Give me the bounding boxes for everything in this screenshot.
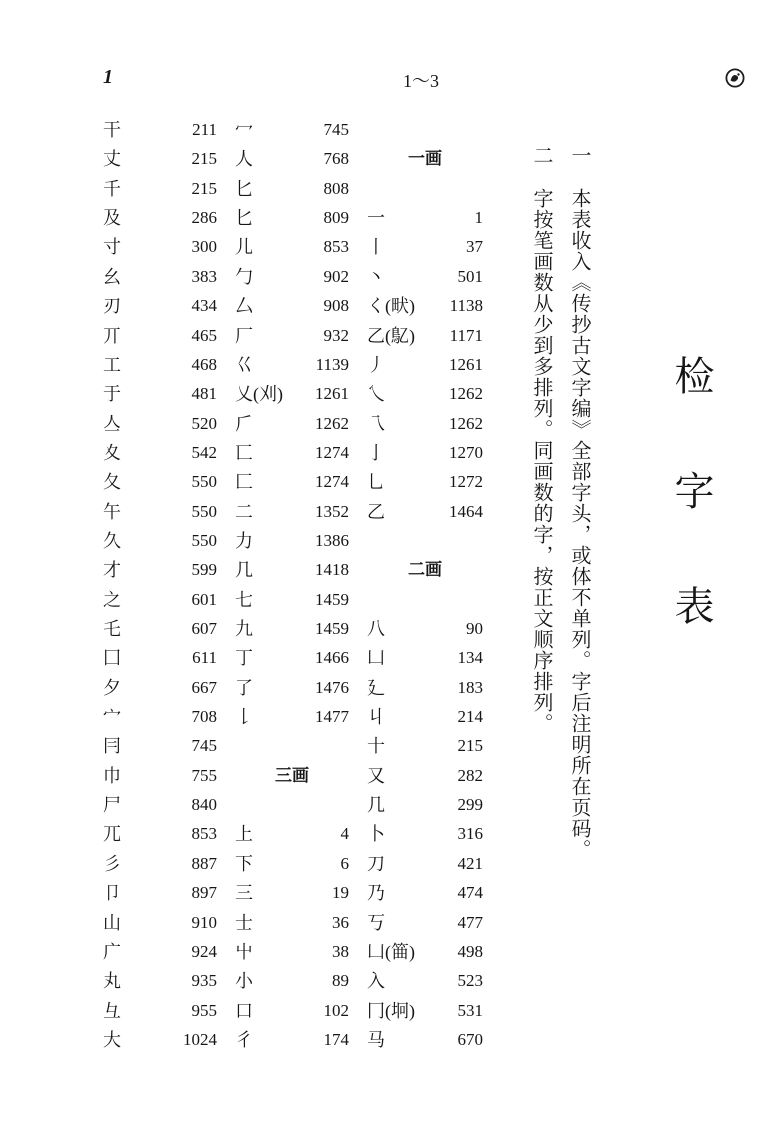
index-entry <box>367 646 483 670</box>
index-page-number: 768 <box>323 149 349 169</box>
index-page-number: 599 <box>191 560 217 580</box>
index-page-number: 215 <box>191 149 217 169</box>
index-character: 乀 <box>367 384 385 405</box>
index-entry <box>103 470 217 494</box>
index-character: 匕 <box>235 208 253 229</box>
index-page-number: 477 <box>457 912 483 932</box>
index-page-number: 955 <box>191 1000 217 1020</box>
index-entry <box>103 999 217 1023</box>
index-character: 及 <box>103 208 121 229</box>
index-page-number: 383 <box>191 266 217 286</box>
index-character: 之 <box>103 589 121 610</box>
index-entry <box>103 764 217 788</box>
index-page-number: 853 <box>323 237 349 257</box>
index-character: 干 <box>103 120 121 140</box>
index-entry <box>103 177 217 201</box>
index-page-number: 708 <box>191 707 217 726</box>
index-character: 夊 <box>103 442 121 463</box>
index-entry <box>103 206 217 230</box>
index-character: 一 <box>367 208 385 229</box>
index-page-number: 316 <box>457 824 483 844</box>
index-character: 儿 <box>235 237 253 258</box>
index-character: 力 <box>235 530 253 551</box>
index-page-number: 1464 <box>449 501 483 521</box>
index-page-number: 531 <box>457 1000 483 1020</box>
index-character: 亅 <box>367 442 385 463</box>
index-character: 乁 <box>367 413 385 434</box>
index-character: 𠂆 <box>235 413 253 434</box>
index-entry <box>235 441 349 465</box>
index-entry <box>235 852 349 876</box>
index-entry <box>103 705 217 729</box>
stroke-count-heading: 三画 <box>275 765 309 785</box>
index-page-number: 607 <box>191 619 217 638</box>
index-entry <box>367 500 483 524</box>
index-entry <box>367 793 483 817</box>
index-character: 厂 <box>235 325 253 346</box>
index-page-number: 468 <box>191 354 217 374</box>
index-entry <box>367 324 483 348</box>
index-character: 匸 <box>235 442 253 463</box>
index-entry <box>367 705 483 729</box>
index-character: 厶 <box>235 296 253 317</box>
index-character: 宀 <box>103 707 121 727</box>
index-entry <box>103 500 217 524</box>
index-character: く(畎) <box>367 296 415 317</box>
index-character: 丿 <box>367 354 385 375</box>
index-entry <box>235 969 349 993</box>
index-character: 乃 <box>367 883 385 904</box>
index-page-number: 1466 <box>315 648 349 668</box>
index-page-number: 670 <box>457 1029 483 1049</box>
index-character: 匕 <box>235 178 253 199</box>
index-entry <box>103 353 217 377</box>
index-page-number: 89 <box>332 971 349 991</box>
index-entry <box>103 881 217 905</box>
index-page-number: 501 <box>457 266 483 286</box>
index-page-number: 601 <box>191 589 217 609</box>
index-page-number: 902 <box>323 266 349 286</box>
index-page-number: 1272 <box>449 472 483 492</box>
index-entry <box>367 470 483 494</box>
index-entry <box>235 206 349 230</box>
index-entry <box>367 734 483 758</box>
index-entry <box>367 881 483 905</box>
index-entry <box>235 265 349 289</box>
index-entry <box>103 617 217 641</box>
index-page-number: 1024 <box>183 1029 217 1049</box>
index-character: 冖 <box>235 120 253 140</box>
index-character: 十 <box>367 736 385 757</box>
index-entry <box>235 470 349 494</box>
index-character: 口 <box>235 1000 253 1021</box>
index-entry <box>103 235 217 259</box>
index-entry <box>103 1028 217 1052</box>
index-page-number: 214 <box>457 707 483 726</box>
index-page-number: 853 <box>191 824 217 844</box>
index-character: 七 <box>235 589 253 610</box>
index-entry <box>235 911 349 935</box>
index-page-number: 282 <box>457 765 483 785</box>
index-entry <box>367 441 483 465</box>
note-text: 本表收入《传抄古文字编》全部字头，或体不单列。字后注明所在页码。 <box>568 188 590 860</box>
index-entry <box>367 911 483 935</box>
index-character: 巜 <box>235 354 253 375</box>
index-character: 马 <box>367 1029 385 1050</box>
index-page-number: 745 <box>191 736 217 756</box>
index-entry <box>367 852 483 876</box>
index-page-number: 1476 <box>315 677 349 697</box>
index-character: 九 <box>235 619 253 639</box>
index-character: 乂(刈) <box>235 384 283 405</box>
index-character: 人 <box>235 149 253 170</box>
index-title: 检字表 <box>669 355 714 700</box>
index-entry <box>235 294 349 318</box>
index-page-number: 924 <box>191 941 217 961</box>
index-entry <box>235 382 349 406</box>
index-page-number: 1138 <box>449 296 483 316</box>
index-page-number: 1270 <box>449 442 483 462</box>
index-character: 夕 <box>103 677 121 698</box>
index-character: 才 <box>103 560 121 581</box>
index-page-number: 1262 <box>449 384 483 404</box>
index-character: 夂 <box>103 472 121 493</box>
index-entry <box>235 235 349 259</box>
index-entry <box>103 588 217 612</box>
index-character: 卩 <box>103 883 121 904</box>
index-character: 小 <box>235 971 253 992</box>
index-character: 乚 <box>367 472 385 493</box>
index-entry <box>367 822 483 846</box>
index-page-number: 4 <box>340 824 349 844</box>
index-entry <box>367 265 483 289</box>
index-entry <box>235 147 349 171</box>
index-character: 丂 <box>367 912 385 933</box>
index-page-number: 887 <box>191 853 217 873</box>
index-page-number: 1274 <box>315 442 349 462</box>
index-character: 彑 <box>103 1000 121 1021</box>
index-entry <box>235 705 349 729</box>
index-character: 又 <box>367 765 385 786</box>
index-page-number: 211 <box>192 120 217 139</box>
index-entry <box>103 324 217 348</box>
index-page-number: 1171 <box>449 325 483 345</box>
index-entry <box>103 265 217 289</box>
index-character: 彡 <box>103 853 121 874</box>
index-page-number: 935 <box>191 971 217 991</box>
index-page-number: 1261 <box>449 354 483 374</box>
index-entry <box>235 617 349 641</box>
index-entry <box>235 1028 349 1052</box>
index-entry <box>103 646 217 670</box>
index-entry <box>367 235 483 259</box>
index-character: 囗 <box>103 648 121 669</box>
index-page-number: 1459 <box>315 589 349 609</box>
index-character: 丈 <box>103 149 121 170</box>
index-entry <box>103 940 217 964</box>
index-page-number: 286 <box>191 208 217 228</box>
index-character: 屮 <box>235 941 253 962</box>
index-page-number: 755 <box>191 765 217 785</box>
index-page-number: 1261 <box>315 384 349 404</box>
index-entry <box>103 529 217 553</box>
index-character: 寸 <box>103 237 121 258</box>
index-character: 入 <box>367 971 385 992</box>
index-character: 三 <box>235 883 253 904</box>
index-page-number: 474 <box>457 883 483 903</box>
index-page-number: 215 <box>191 178 217 198</box>
index-entry <box>367 617 483 641</box>
index-page-number: 1262 <box>449 413 483 433</box>
index-entry <box>367 206 483 230</box>
index-entry <box>235 177 349 201</box>
index-character: 千 <box>103 178 121 199</box>
index-page-number: 1262 <box>315 413 349 433</box>
index-page-number: 897 <box>191 883 217 903</box>
index-character: 幺 <box>103 266 121 287</box>
index-character: 午 <box>103 501 121 522</box>
note-marker: 一 <box>568 145 590 165</box>
index-character: 刀 <box>367 853 385 874</box>
index-character: 尸 <box>103 795 121 816</box>
index-character: 几 <box>367 795 385 816</box>
index-character: 丩 <box>367 707 385 727</box>
index-entry <box>235 324 349 348</box>
index-entry <box>367 412 483 436</box>
index-character: 刃 <box>103 296 121 317</box>
index-entry <box>235 588 349 612</box>
index-page-number: 38 <box>332 941 349 961</box>
index-entry <box>103 558 217 582</box>
index-page-number: 1418 <box>315 560 349 580</box>
index-character: 久 <box>103 530 121 551</box>
index-page-number: 910 <box>191 912 217 932</box>
index-entry <box>367 353 483 377</box>
index-character: 乙 <box>367 501 385 522</box>
index-page-number: 840 <box>191 795 217 815</box>
note-marker: 二 <box>530 145 552 165</box>
publisher-seal-icon <box>724 67 746 89</box>
index-page-number: 102 <box>323 1000 349 1020</box>
index-character: 丁 <box>235 648 253 669</box>
index-character: 乇 <box>103 619 121 639</box>
index-character: 丨 <box>367 237 385 258</box>
index-character: 廴 <box>367 677 385 698</box>
stroke-count-heading: 一画 <box>408 149 442 169</box>
index-page-number: 523 <box>457 971 483 991</box>
index-character: 巾 <box>103 765 121 786</box>
index-entry <box>235 558 349 582</box>
index-character: 丶 <box>367 266 385 287</box>
index-character: 凵(筁) <box>367 941 415 962</box>
index-character: 卜 <box>367 824 385 845</box>
index-entry <box>103 294 217 318</box>
index-page-number: 550 <box>191 501 217 521</box>
index-page-number: 1274 <box>315 472 349 492</box>
index-page-number: 36 <box>332 912 349 932</box>
index-entry <box>367 676 483 700</box>
index-page-number: 932 <box>323 325 349 345</box>
index-entry <box>103 441 217 465</box>
index-page-number: 908 <box>323 296 349 316</box>
index-page-number: 542 <box>191 442 217 462</box>
index-page-number: 667 <box>191 677 217 697</box>
index-character: 匚 <box>235 472 253 493</box>
index-character: 丸 <box>103 971 121 992</box>
index-entry <box>235 646 349 670</box>
index-page-number: 611 <box>192 648 217 668</box>
index-page-number: 300 <box>191 237 217 257</box>
index-character: 𠄌 <box>235 707 253 727</box>
index-character: 几 <box>235 560 253 581</box>
index-character: 山 <box>103 912 121 933</box>
index-entry <box>103 852 217 876</box>
index-page-number: 1352 <box>315 501 349 521</box>
index-entry <box>103 822 217 846</box>
index-page-number: 809 <box>323 208 349 228</box>
index-entry <box>367 764 483 788</box>
page-range: 1～3 <box>403 71 439 91</box>
index-page-number: 215 <box>457 736 483 756</box>
index-page-number: 1459 <box>315 619 349 638</box>
index-character: 丌 <box>103 325 121 346</box>
index-page-number: 174 <box>323 1029 349 1049</box>
index-page-number: 1 <box>474 208 483 228</box>
index-page-number: 1386 <box>315 530 349 550</box>
index-character: 凵 <box>367 648 385 669</box>
index-character: 了 <box>235 677 253 698</box>
index-entry <box>367 382 483 406</box>
index-entry <box>235 353 349 377</box>
index-entry <box>367 294 483 318</box>
index-entry <box>235 822 349 846</box>
index-entry <box>103 969 217 993</box>
index-character: 冂(坰) <box>367 1000 415 1021</box>
index-page-number: 465 <box>191 325 217 345</box>
index-character: 广 <box>103 941 121 962</box>
index-character: 工 <box>103 354 121 375</box>
index-character: 勹 <box>235 266 253 287</box>
index-page-number: 134 <box>457 648 483 668</box>
index-page-number: 498 <box>457 941 483 961</box>
index-page-number: 37 <box>466 237 483 257</box>
index-page-number: 1139 <box>315 354 349 374</box>
index-entry <box>367 940 483 964</box>
index-entry <box>235 999 349 1023</box>
index-page-number: 1477 <box>315 707 349 726</box>
index-character: 下 <box>235 853 253 874</box>
index-entry <box>103 734 217 758</box>
index-entry <box>367 1028 483 1052</box>
index-entry <box>103 147 217 171</box>
index-entry <box>367 969 483 993</box>
index-character: 士 <box>235 912 253 933</box>
index-page-number: 520 <box>191 413 217 433</box>
index-entry <box>235 940 349 964</box>
index-entry <box>103 793 217 817</box>
index-entry <box>235 412 349 436</box>
index-character: 兀 <box>103 824 121 845</box>
index-page-number: 434 <box>191 296 217 316</box>
index-character: 大 <box>103 1029 121 1050</box>
index-page-number: 550 <box>191 472 217 492</box>
index-page-number: 481 <box>191 384 217 404</box>
index-character: 八 <box>367 619 385 639</box>
index-character: 于 <box>103 384 121 405</box>
index-entry <box>235 676 349 700</box>
index-entry <box>103 118 217 142</box>
index-character: 亼 <box>103 413 121 434</box>
note-text: 字按笔画数从少到多排列。同画数的字，按正文顺序排列。 <box>530 188 552 734</box>
index-entry <box>235 500 349 524</box>
index-entry <box>103 676 217 700</box>
index-page-number: 421 <box>457 853 483 873</box>
index-page-number: 299 <box>457 795 483 815</box>
index-page-number: 808 <box>323 178 349 198</box>
index-page-number: 6 <box>340 853 349 873</box>
index-entry <box>103 911 217 935</box>
index-page-number: 19 <box>332 883 349 903</box>
index-entry <box>103 412 217 436</box>
index-character: 上 <box>235 824 253 845</box>
index-entry <box>235 118 349 142</box>
index-character: 彳 <box>235 1029 253 1050</box>
page-number: 1 <box>103 66 113 88</box>
index-character: 二 <box>235 501 253 522</box>
index-entry <box>235 529 349 553</box>
index-entry <box>103 382 217 406</box>
index-character: 乙(鳦) <box>367 325 415 346</box>
index-page-number: 550 <box>191 530 217 550</box>
stroke-count-heading: 二画 <box>408 560 442 580</box>
index-entry <box>367 999 483 1023</box>
index-page-number: 745 <box>323 120 349 139</box>
index-page-number: 90 <box>466 619 483 638</box>
index-character: 冃 <box>103 736 121 757</box>
index-entry <box>235 881 349 905</box>
index-page-number: 183 <box>457 677 483 697</box>
